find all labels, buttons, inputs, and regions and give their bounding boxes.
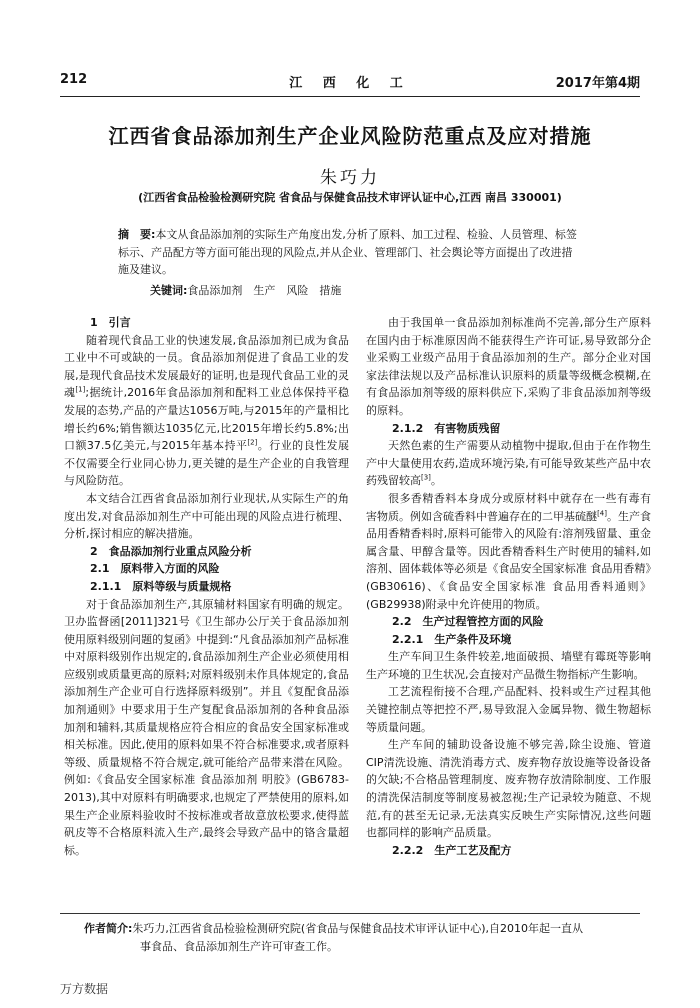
author-affiliation: (江西省食品检验检测研究院 省食品与保健食品技术审评认证中心,江西 南昌 330001) (138, 191, 562, 204)
subsubsection-heading: 2.1.2 有害物质残留 (392, 421, 501, 435)
abstract-text: 本文从食品添加剂的实际生产角度出发,分析了原料、加工过程、检验、人员管理、标签标示、产品配方等方面可能出现的风险点,并从企业、管理部门、社会舆论等方面提出了改进措施及建议。 (118, 228, 577, 276)
abstract (118, 226, 582, 279)
footnote-line-2: 事食品、食品添加剂生产许可审查工作。 (140, 940, 338, 953)
section-heading-risk-analysis: 2 食品添加剂行业重点风险分析 (90, 544, 252, 558)
paragraph: 由于我国单一食品添加剂标准尚不完善,部分生产原料在国内由于标准原因尚不能获得生产许可证,易导致部分企业采购工业级产品用于食品添加剂的生产。部分企业对国家法律法规以及产品标准认识原料的质量等级概念模糊,在有食品添加剂等级的原料供应下,采购了非食品添加剂等级的原料。 (366, 316, 651, 417)
running-header (60, 72, 640, 90)
footnote-label: 作者简介: (84, 922, 133, 935)
keywords (150, 282, 590, 298)
paragraph: 生产车间的辅助设备设施不够完善,除尘设施、管道CIP清洗设施、清洗消毒方式、废弃物存放设施等设备设备的欠缺;不合格品管理制度、废弃物存放清除制度、工作服的清洗保洁制度等制度易被忽视;生产记录较为随意、不规范,有的甚至无记录,无法真实反映生产实际情况,这些问题也都同样的影响产品质量。 (366, 738, 651, 840)
subsection-heading: 2.2 生产过程管控方面的风险 (392, 615, 544, 629)
watermark: 万方数据 (60, 982, 109, 996)
header-rule (60, 96, 640, 97)
citation-ref: [1] (75, 385, 86, 394)
paragraph: 工艺流程衔接不合理,产品配料、投料或生产过程其他关键控制点等把控不严,易导致混入金属异物、微生物超标等质量问题。 (366, 685, 651, 734)
paragraph: 本文结合江西省食品添加剂行业现状,从实际生产的角度出发,对食品添加剂生产中可能出现的风险点进行梳理、分析,探讨相应的解决措施。 (64, 491, 349, 541)
article-title: 江西省食品添加剂生产企业风险防范重点及应对措施 (108, 124, 592, 148)
subsubsection-heading: 2.1.1 原料等级与质量规格 (90, 579, 232, 593)
subsection-heading: 2.1 原料带入方面的风险 (90, 562, 220, 576)
abstract-label: 摘 要: (118, 228, 156, 241)
paragraph: 生产车间卫生条件较差,地面破损、墙壁有霉斑等影响生产环境的卫生状况,会直接对产品微生物指标产生影响。 (366, 650, 651, 681)
author-bio-footnote (84, 920, 642, 956)
keywords-text: 食品添加剂 生产 风险 措施 (187, 284, 342, 297)
citation-ref: [3] (421, 473, 431, 482)
author-name: 朱巧力 (320, 168, 380, 188)
keywords-label: 关键词: (150, 284, 188, 297)
issue-label: 2017年第4期 (555, 76, 640, 91)
page-number: 212 (60, 72, 88, 87)
paragraph: 对于食品添加剂生产,其原辅材料国家有明确的规定。卫办监督函[2011]321号《卫生部办公厅关于食品添加剂使用原料级别问题的复函》中提到:“凡食品添加剂产品标准中对原料级别作出规定的,食品添加剂生产企业必须使用相应级别或质量更高的原料;对原料级别未作具体规定的,食品添加剂生产企业可自行选择原料级别”。并且《复配食品添加剂通则》中要求用于生产复配食品添加剂的各种食品添加剂和辅料,其质量规格应符合相应的食品安全国家标准或相关标准。因此,使用的原料如果不符合标准要求,或者原料等级、质量规格不符合规定,就可能给产品带来潜在风险。例如:《食品安全国家标准 食品添加剂 明胶》(GB6783-2013),其中对原料有明确要求,也规定了严禁使用的原料,如果生产企业原料验收时不按标准或者故意放松要求,使得蓝矾皮等不合格原料流入生产,最终会导致产品中的铬含量超标。 (64, 597, 349, 857)
subsubsection-heading: 2.2.2 生产工艺及配方 (392, 843, 512, 857)
paragraph: 天然色素的生产需要从动植物中提取,但由于在作物生产中大量使用农药,造成环境污染,有可能导致某些产品中农药残留较高[3]。 (366, 439, 651, 488)
citation-ref: [2] (247, 438, 258, 447)
subsubsection-heading: 2.2.1 生产条件及环境 (392, 632, 512, 646)
paragraph: 随着现代食品工业的快速发展,食品添加剂已成为食品工业中不可或缺的一员。食品添加剂促进了食品工业的发展,是现代食品技术发展最好的证明,也是现代食品工业的灵魂[1];据统计,2016年食品添加剂和配料工业总体保持平稳发展的态势,产品的产量达1056万吨,与2015年的产量相比增长约6%;销售额达1035亿元,比2015年增长约5.8%;出口额37.5亿美元,与2015年基本持平[2]。行业的良性发展不仅需要全行业同心协力,更关键的是生产企业的自我管理与风险防范。 (64, 333, 349, 488)
citation-ref: [4] (597, 508, 607, 517)
left-column (64, 314, 349, 859)
right-column (366, 314, 651, 859)
journal-name: 江 西 化 工 (289, 76, 411, 91)
paragraph: 很多香精香料本身成分或原材料中就存在一些有毒有害物质。例如含硫香料中普遍存在的二甲基硫醚[4]。生产食品用香精香料时,原料可能带入的风险有:溶剂残留量、重金属含量、甲醇含量等。因此香精香料生产时使用的辅料,如溶剂、固体载体等必须是《食品安全国家标准 食品用香精》(GB30616)、《食品安全国家标准 食品用香料通则》(GB29938)附录中允许使用的物质。 (366, 491, 652, 611)
footnote-rule (60, 913, 640, 914)
footnote-line-1: 朱巧力,江西省食品检验检测研究院(省食品与保健食品技术审评认证中心),自2010年起一直从 (132, 922, 583, 935)
section-heading-intro: 1 引言 (90, 316, 131, 329)
